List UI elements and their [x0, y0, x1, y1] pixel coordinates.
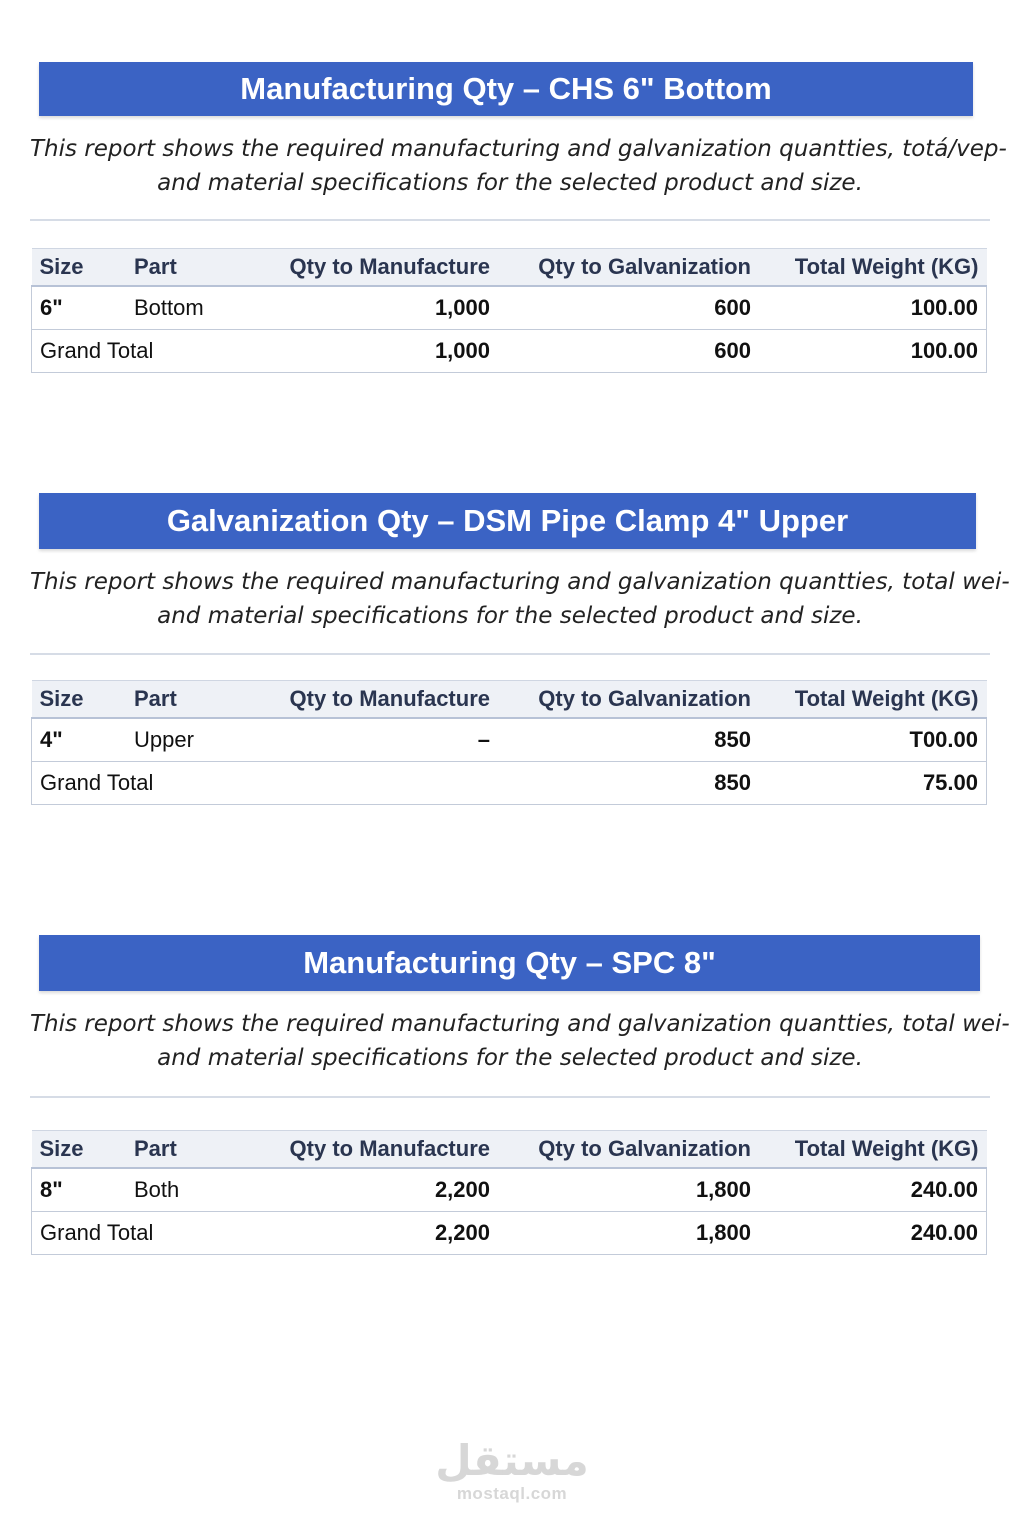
col-header-part: Part [126, 1131, 242, 1169]
col-header-qty-manufacture: Qty to Manufacture [242, 249, 498, 287]
description-line-2: and material specifications for the selected product and size. [157, 170, 863, 196]
cell-total-weight: T00.00 [759, 718, 987, 762]
report-title-banner [39, 493, 976, 549]
col-header-size: Size [32, 1131, 127, 1169]
report-table [31, 1130, 987, 1255]
total-qty-manufacture: 1,000 [242, 330, 498, 373]
description-line-2: and material specifications for the selected product and size. [157, 1045, 863, 1071]
watermark-logo: مستقل [435, 1437, 589, 1484]
total-qty-manufacture: 2,200 [242, 1212, 498, 1255]
total-qty-galvanization: 600 [498, 330, 759, 373]
total-weight: 240.00 [759, 1212, 987, 1255]
report-description [30, 1007, 1010, 1075]
cell-part: Bottom [126, 286, 242, 330]
cell-qty-galvanization: 850 [498, 718, 759, 762]
total-weight: 100.00 [759, 330, 987, 373]
description-line-1: This report shows the required manufacturing and galvanization quantties, totá/vep- [30, 136, 1007, 162]
total-weight: 75.00 [759, 762, 987, 805]
table-header-row [32, 681, 987, 719]
grand-total-row [32, 762, 987, 805]
divider [30, 1096, 990, 1098]
col-header-qty-galvanization: Qty to Galvanization [498, 249, 759, 287]
col-header-part: Part [126, 681, 242, 719]
table-header-row [32, 1131, 987, 1169]
col-header-part: Part [126, 249, 242, 287]
divider [30, 653, 990, 655]
watermark-url: mostaql.com [456, 1484, 568, 1503]
total-qty-galvanization: 850 [498, 762, 759, 805]
description-line-1: This report shows the required manufacturing and galvanization quantties, total wei- [30, 1011, 1010, 1037]
cell-part: Both [126, 1168, 242, 1212]
report-title-banner [39, 935, 980, 991]
col-header-total-weight: Total Weight (KG) [759, 681, 987, 719]
description-line-1: This report shows the required manufacturing and galvanization quantties, total wei- [30, 569, 1010, 595]
cell-qty-manufacture: 2,200 [242, 1168, 498, 1212]
watermark [0, 1438, 1024, 1504]
col-header-size: Size [32, 249, 127, 287]
col-header-total-weight: Total Weight (KG) [759, 249, 987, 287]
cell-qty-galvanization: 1,800 [498, 1168, 759, 1212]
col-header-qty-galvanization: Qty to Galvanization [498, 1131, 759, 1169]
report-table [31, 680, 987, 805]
total-qty-galvanization: 1,800 [498, 1212, 759, 1255]
table-row [32, 1168, 987, 1212]
report-description [30, 565, 1010, 633]
cell-total-weight: 100.00 [759, 286, 987, 330]
cell-qty-manufacture: 1,000 [242, 286, 498, 330]
cell-part: Upper [126, 718, 242, 762]
grand-total-label: Grand Total [32, 1212, 243, 1255]
col-header-qty-manufacture: Qty to Manufacture [242, 1131, 498, 1169]
grand-total-row [32, 1212, 987, 1255]
cell-size: 6" [32, 286, 127, 330]
description-line-2: and material specifications for the selected product and size. [157, 603, 863, 629]
divider [30, 219, 990, 221]
table-header-row [32, 249, 987, 287]
cell-size: 4" [32, 718, 127, 762]
cell-size: 8" [32, 1168, 127, 1212]
col-header-qty-manufacture: Qty to Manufacture [242, 681, 498, 719]
report-title-banner [39, 62, 973, 116]
col-header-qty-galvanization: Qty to Galvanization [498, 681, 759, 719]
report-title: Galvanization Qty – DSM Pipe Clamp 4" Upper [166, 503, 849, 538]
grand-total-row [32, 330, 987, 373]
cell-qty-manufacture: – [242, 718, 498, 762]
table-row [32, 286, 987, 330]
cell-qty-galvanization: 600 [498, 286, 759, 330]
report-title: Manufacturing Qty – SPC 8" [303, 945, 716, 980]
grand-total-label: Grand Total [32, 330, 243, 373]
report-description [30, 132, 1007, 200]
table-row [32, 718, 987, 762]
report-title: Manufacturing Qty – CHS 6" Bottom [240, 71, 772, 106]
report-table [31, 248, 987, 373]
col-header-size: Size [32, 681, 127, 719]
total-qty-manufacture [242, 762, 498, 805]
col-header-total-weight: Total Weight (KG) [759, 1131, 987, 1169]
grand-total-label: Grand Total [32, 762, 243, 805]
cell-total-weight: 240.00 [759, 1168, 987, 1212]
